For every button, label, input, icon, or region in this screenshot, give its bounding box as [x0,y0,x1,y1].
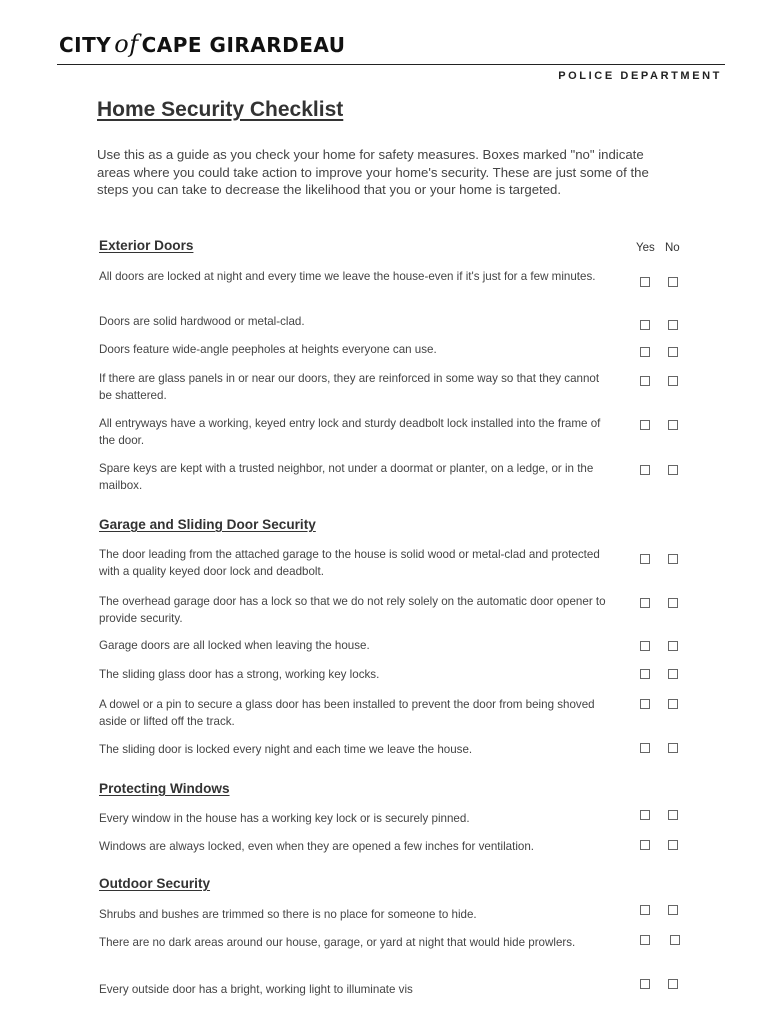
checklist-item: There are no dark areas around our house, garage, or yard at night that would hide prowlers. [99,936,576,949]
yes-checkbox[interactable] [640,743,650,753]
no-checkbox[interactable] [670,935,680,945]
no-checkbox[interactable] [668,320,678,330]
no-checkbox[interactable] [668,905,678,915]
yes-checkbox[interactable] [640,935,650,945]
no-checkbox[interactable] [668,810,678,820]
section-title-windows: Protecting Windows [99,781,230,796]
checklist-item: Doors feature wide-angle peepholes at heights everyone can use. [99,343,437,356]
no-checkbox[interactable] [668,376,678,386]
no-checkbox[interactable] [668,420,678,430]
no-checkbox[interactable] [668,743,678,753]
yes-checkbox[interactable] [640,699,650,709]
department-name: POLICE DEPARTMENT [558,70,722,82]
yes-checkbox[interactable] [640,420,650,430]
yes-checkbox[interactable] [640,347,650,357]
yes-checkbox[interactable] [640,641,650,651]
yes-checkbox[interactable] [640,979,650,989]
checklist-item: A dowel or a pin to secure a glass door has been installed to prevent the door from being shoved aside or lifted off the track. [99,698,595,728]
no-checkbox[interactable] [668,641,678,651]
yes-checkbox[interactable] [640,598,650,608]
checklist-item: Every window in the house has a working key lock or is securely pinned. [99,812,470,825]
checklist-item: All entryways have a working, keyed entry lock and sturdy deadbolt lock installed into the frame of the door. [99,417,601,447]
checklist-item: Shrubs and bushes are trimmed so there is no place for someone to hide. [99,908,477,921]
yes-checkbox[interactable] [640,810,650,820]
checklist-item: Every outside door has a bright, working light to illuminate vis [99,983,413,996]
checklist-item: Windows are always locked, even when they are opened a few inches for ventilation. [99,840,535,853]
page-title: Home Security Checklist [97,98,344,121]
yes-checkbox[interactable] [640,376,650,386]
no-checkbox[interactable] [668,840,678,850]
city-of: of [114,30,139,58]
yes-checkbox[interactable] [640,554,650,564]
no-checkbox[interactable] [668,554,678,564]
section-title-exterior-doors: Exterior Doors [99,238,194,253]
no-checkbox[interactable] [668,699,678,709]
intro-paragraph: Use this as a guide as you check your home for safety measures. Boxes marked "no" indicate areas where you could take action to improve your home's security. These are just some of the steps you can take to decrease the likelihood that you or your home is targeted. [97,147,649,197]
yes-checkbox[interactable] [640,465,650,475]
section-title-outdoor: Outdoor Security [99,876,211,891]
checklist-item: If there are glass panels in or near our doors, they are reinforced in some way so that they cannot be shattered. [99,372,600,402]
no-checkbox[interactable] [668,465,678,475]
checklist-item: Garage doors are all locked when leaving the house. [99,639,370,652]
city-name: CAPE GIRARDEAU [141,33,346,57]
yes-checkbox[interactable] [640,905,650,915]
checklist-item: The sliding door is locked every night and each time we leave the house. [99,743,473,756]
yes-checkbox[interactable] [640,320,650,330]
yes-checkbox[interactable] [640,840,650,850]
no-checkbox[interactable] [668,598,678,608]
city-logo [59,30,346,58]
checklist-item: The overhead garage door has a lock so that we do not rely solely on the automatic door opener to provide security. [99,595,606,625]
no-checkbox[interactable] [668,979,678,989]
yes-checkbox[interactable] [640,669,650,679]
no-checkbox[interactable] [668,277,678,287]
checklist-item: The sliding glass door has a strong, working key locks. [99,668,380,681]
checklist-item: The door leading from the attached garage to the house is solid wood or metal-clad and protected with a quality keyed door lock and deadbolt. [99,548,600,578]
checklist-item: Spare keys are kept with a trusted neighbor, not under a doormat or planter, on a ledge, or in the mailbox. [99,462,594,492]
header-divider [57,64,725,65]
city-prefix: CITY [59,33,112,57]
section-title-garage-sliding: Garage and Sliding Door Security [99,517,316,532]
no-checkbox[interactable] [668,347,678,357]
column-header-yes: Yes [636,242,655,254]
checklist-item: All doors are locked at night and every time we leave the house-even if it's just for a few minutes. [99,270,596,283]
yes-checkbox[interactable] [640,277,650,287]
no-checkbox[interactable] [668,669,678,679]
column-header-no: No [665,242,680,254]
checklist-item: Doors are solid hardwood or metal-clad. [99,315,305,328]
